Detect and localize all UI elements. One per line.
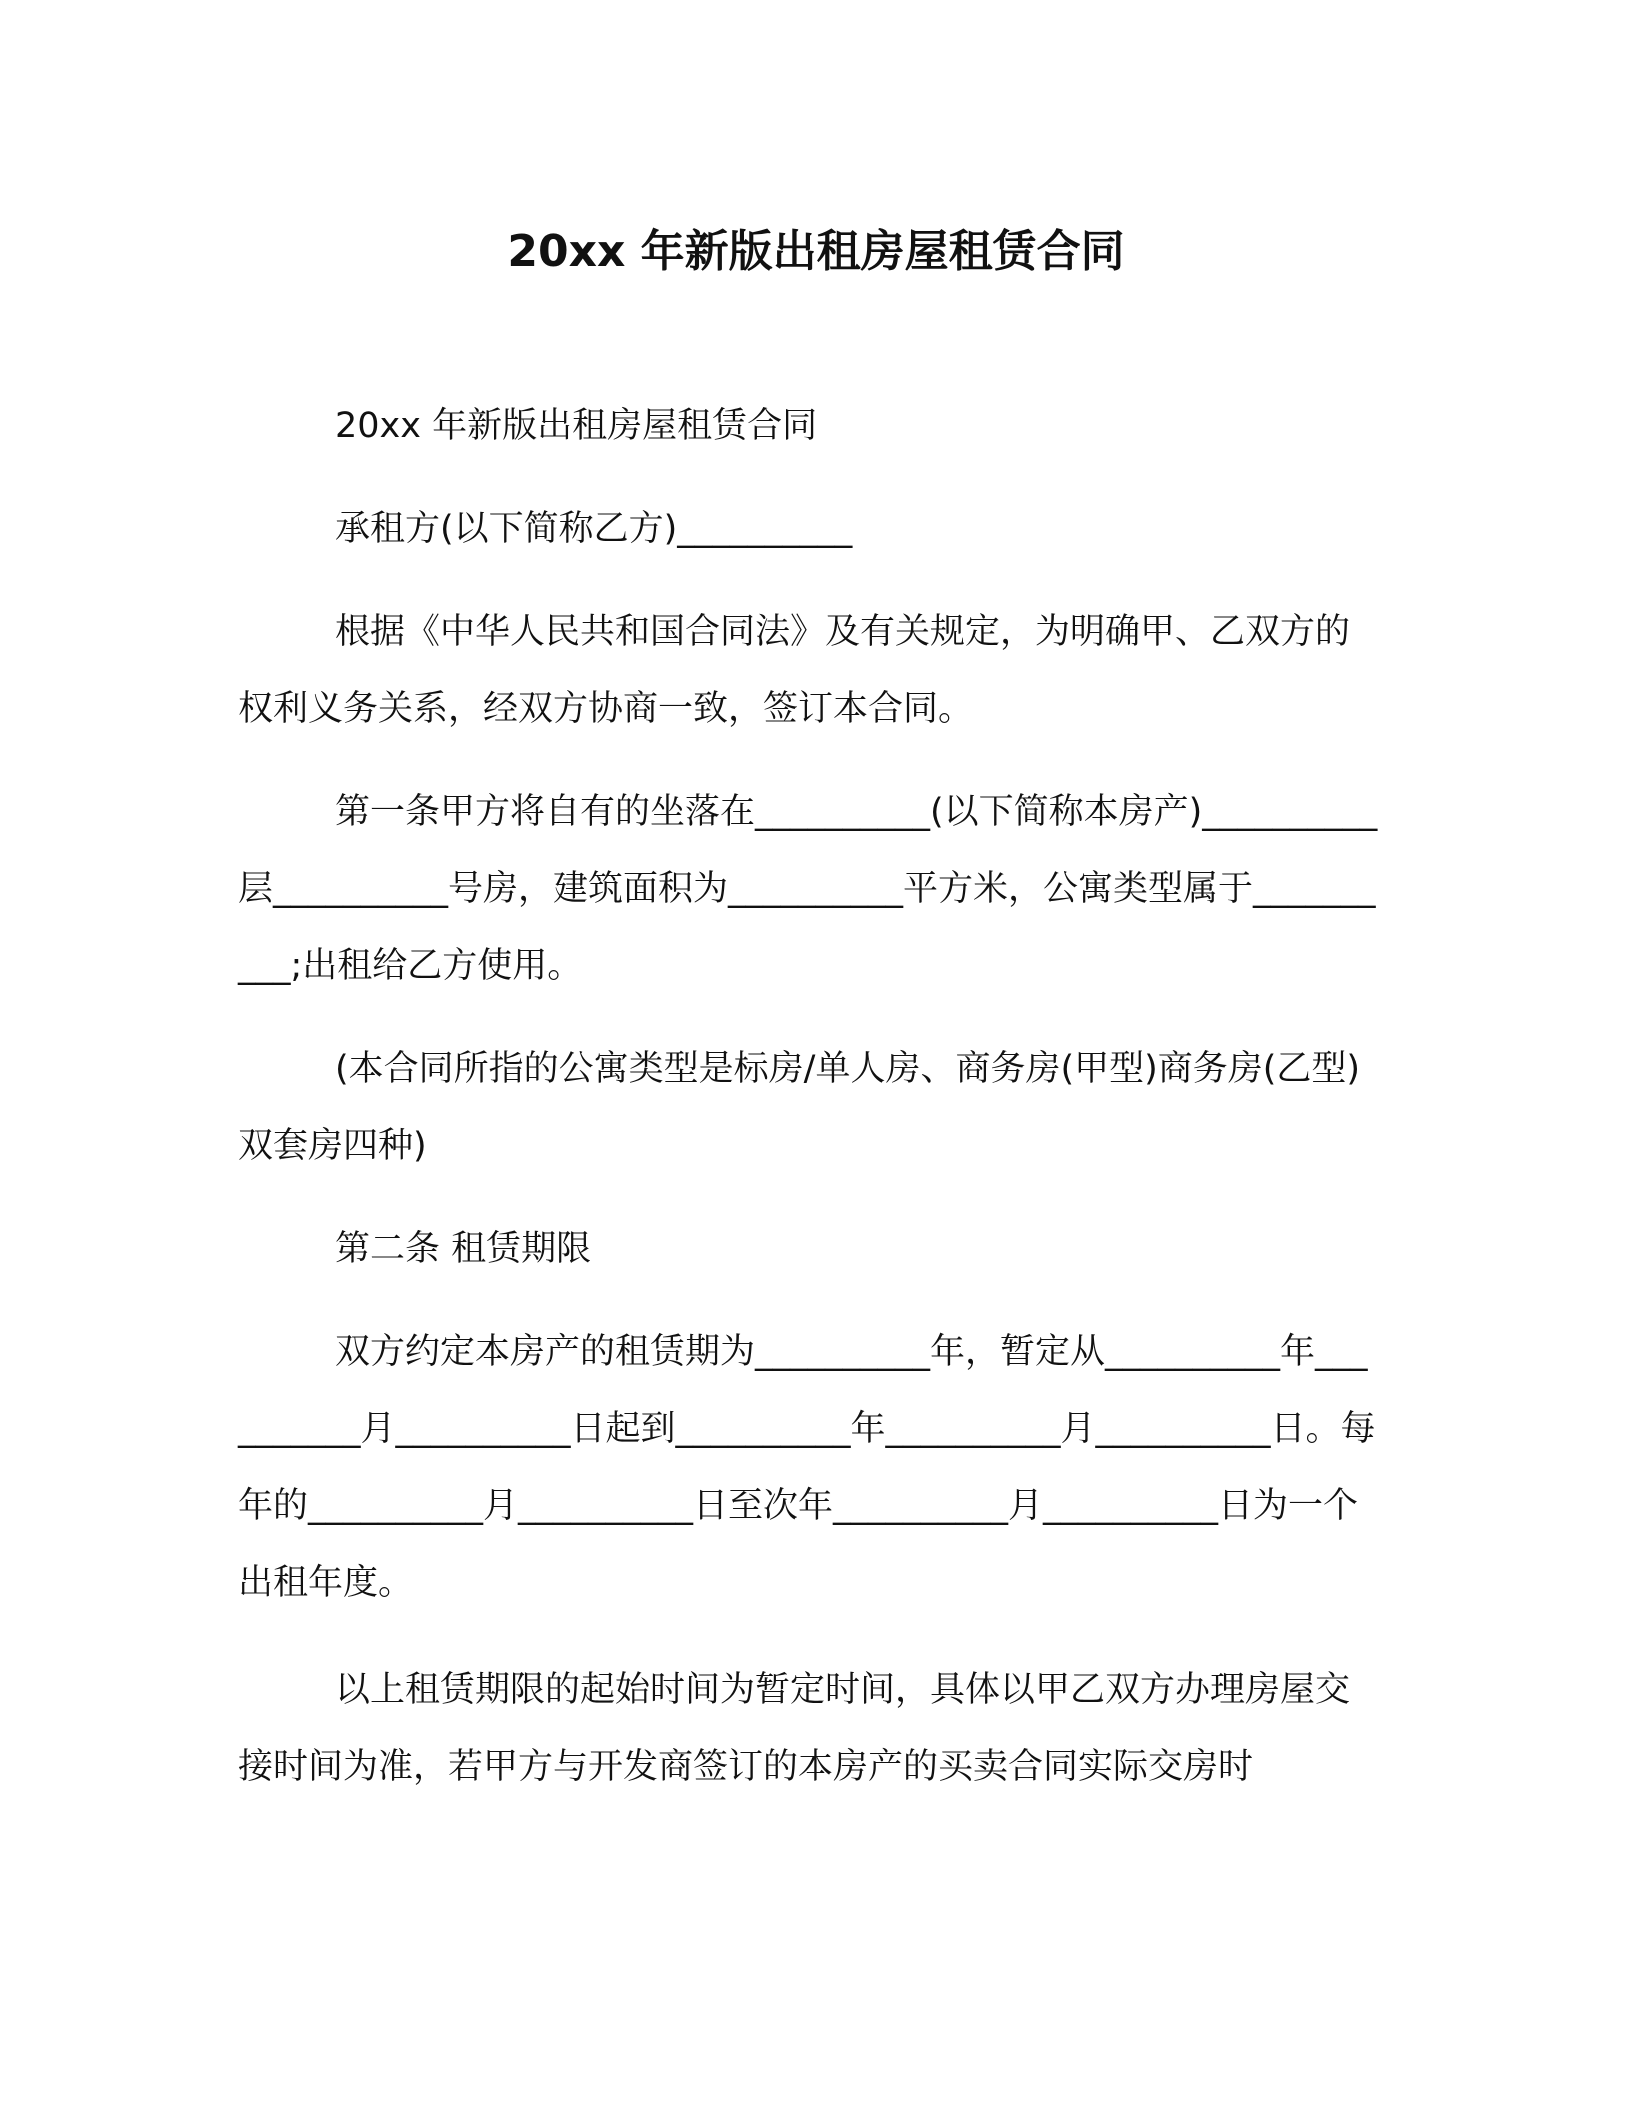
paragraph-article-2-heading: 第二条 租赁期限 <box>335 1229 592 1269</box>
document-body <box>238 388 1378 1832</box>
paragraph-start-time-note: 以上租赁期限的起始时间为暂定时间，具体以甲乙双方办理房屋交接时间为准，若甲方与开发商签订的本房产的买卖合同实际交房时 <box>238 1670 1351 1787</box>
paragraph-apartment-types: (本合同所指的公寓类型是标房/单人房、商务房(甲型)商务房(乙型)双套房四种) <box>238 1049 1361 1166</box>
paragraph-article-1: 第一条甲方将自有的坐落在__________(以下简称本房产)__________层__________号房，建筑面积为__________平方米，公寓类型属于__________;出租给乙方使用。 <box>238 792 1378 986</box>
paragraph-preamble: 根据《中华人民共和国合同法》及有关规定，为明确甲、乙双方的权利义务关系，经双方协商一致，签订本合同。 <box>238 612 1351 729</box>
paragraph-lessee: 承租方(以下简称乙方)__________ <box>335 509 853 549</box>
document-title: 20xx 年新版出租房屋租赁合同 <box>507 226 1125 277</box>
paragraph-lease-term: 双方约定本房产的租赁期为__________年，暂定从__________年__________月__________日起到__________年__________月__________日。每年的__________月__________日至次年__________月__________日为一个出租年度。 <box>238 1332 1376 1603</box>
paragraph-subtitle: 20xx 年新版出租房屋租赁合同 <box>335 406 818 446</box>
